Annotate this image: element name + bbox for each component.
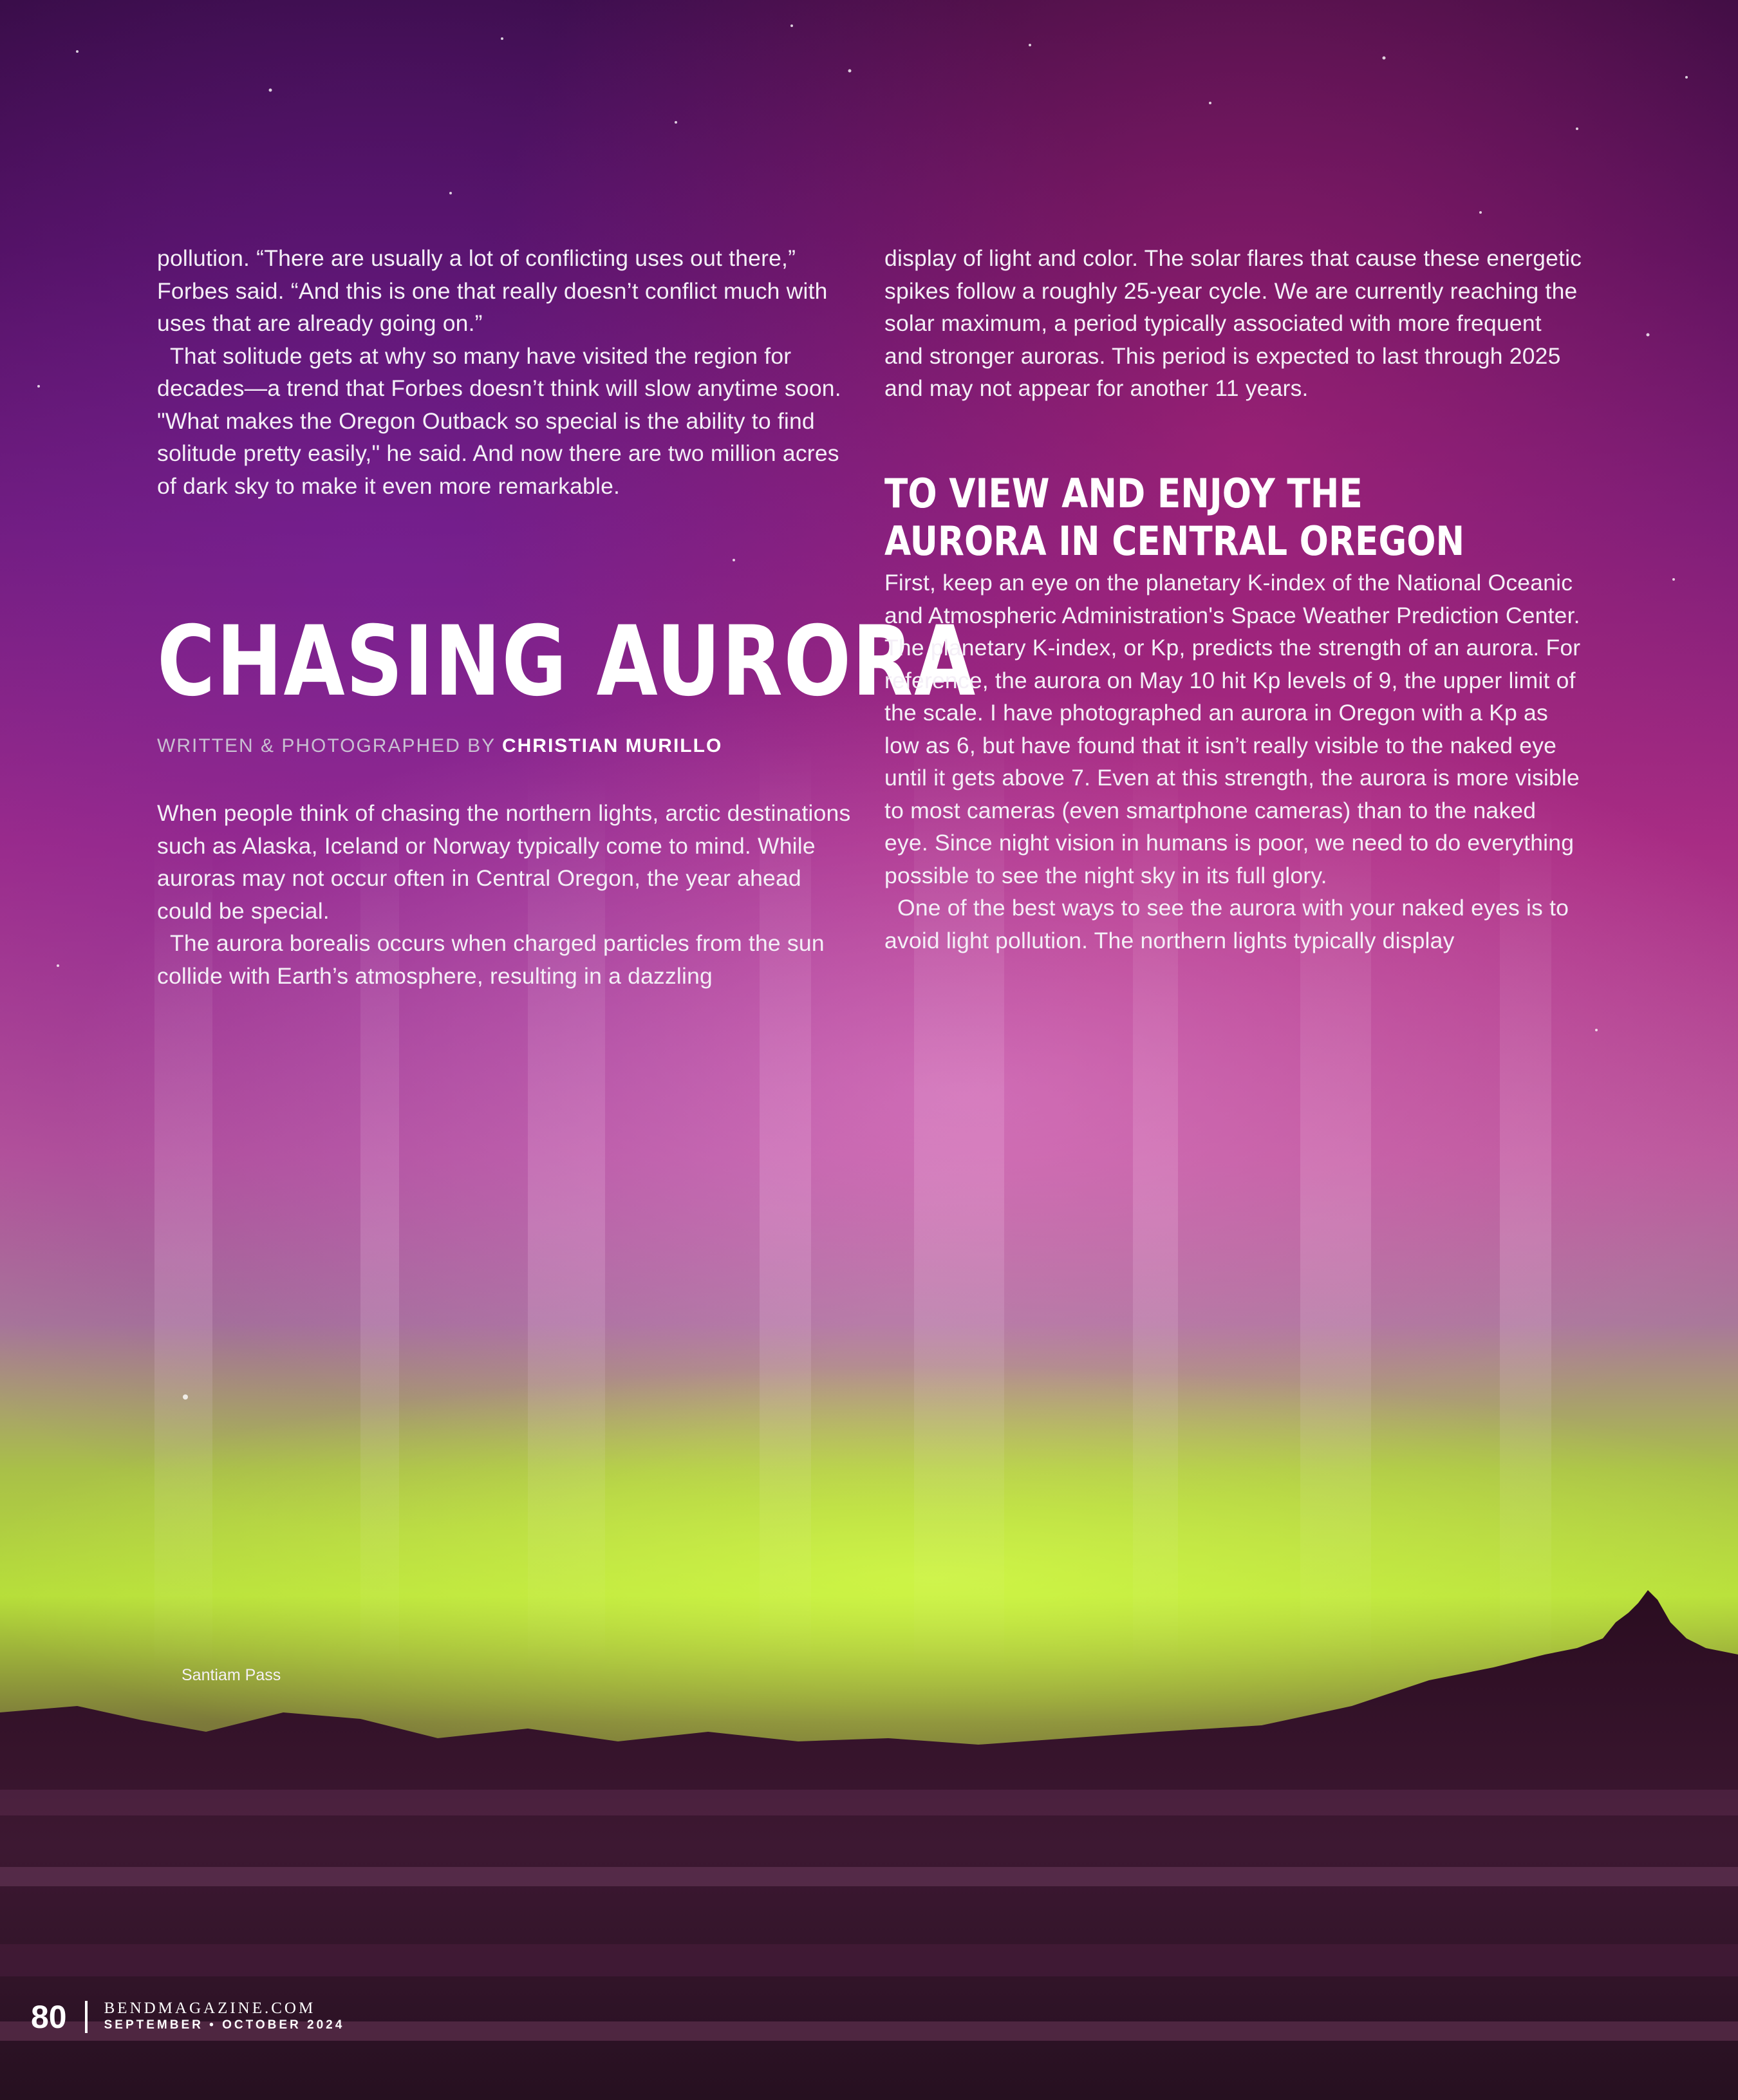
byline [157, 735, 722, 757]
issue-date: SEPTEMBER • OCTOBER 2024 [104, 2018, 345, 2032]
photo-caption: Santiam Pass [182, 1666, 281, 1684]
paragraph: display of light and color. The solar flares that cause these energetic spikes follow a roughly 25-year cycle. We are currently reaching the solar maximum, a period typically associated with more frequent and stronger auroras. This period is expected to last through 2025 and may not appear for another 11 years. [884, 245, 1582, 401]
paragraph: One of the best ways to see the aurora with your naked eyes is to avoid light pollution. The northern lights typically display [884, 895, 1569, 953]
site-name: BENDMAGAZINE.COM [104, 2000, 316, 2017]
page-number: 80 [31, 1999, 67, 2035]
article-column-right-body [884, 567, 1586, 957]
article-column-left-body [157, 797, 852, 992]
byline-author: CHRISTIAN MURILLO [501, 735, 723, 756]
byline-prefix: WRITTEN & PHOTOGRAPHED BY [157, 735, 496, 756]
footer-text [104, 2000, 345, 2034]
footer-divider [85, 2001, 88, 2033]
section-subhead: TO VIEW AND ENJOY THE AURORA IN CENTRAL OREGON [884, 470, 1465, 565]
article-headline: CHASING AURORA [157, 606, 976, 718]
paragraph: pollution. “There are usually a lot of conflicting uses out there,” Forbes said. “And this is one that really doesn’t conflict much with uses that are already going on.” [157, 245, 828, 336]
paragraph: The aurora borealis occurs when charged particles from the sun collide with Earth’s atmosphere, resulting in a dazzling [157, 930, 825, 989]
paragraph: When people think of chasing the northern lights, arctic destinations such as Alaska, Iceland or Norway typically come to mind. While auroras may not occur often in Central Oregon, the year ahead could be special. [157, 800, 851, 924]
paragraph: That solitude gets at why so many have visited the region for decades—a trend that Forbes doesn’t think will slow anytime soon. "What makes the Oregon Outback so special is the ability to find solitude pretty easily," he said. And now there are two million acres of dark sky to make it even more remarkable. [157, 342, 841, 499]
article-column-right-top [884, 242, 1586, 405]
paragraph: First, keep an eye on the planetary K-index of the National Oceanic and Atmospheric Administration's Space Weather Prediction Center. The planetary K-index, or Kp, predicts the strength of an aurora. For reference, the aurora on May 10 hit Kp levels of 9, the upper limit of the scale. I have photographed an aurora in Oregon with a Kp as low as 6, but have found that it isn’t really visible to the naked eye until it gets above 7. Even at this strength, the aurora is more visible to most cameras (even smartphone cameras) than to the naked eye. Since night vision in humans is poor, we need to do everything possible to see the night sky in its full glory. [884, 570, 1581, 888]
article-column-left-top [157, 242, 852, 502]
page-footer [31, 1994, 344, 2039]
